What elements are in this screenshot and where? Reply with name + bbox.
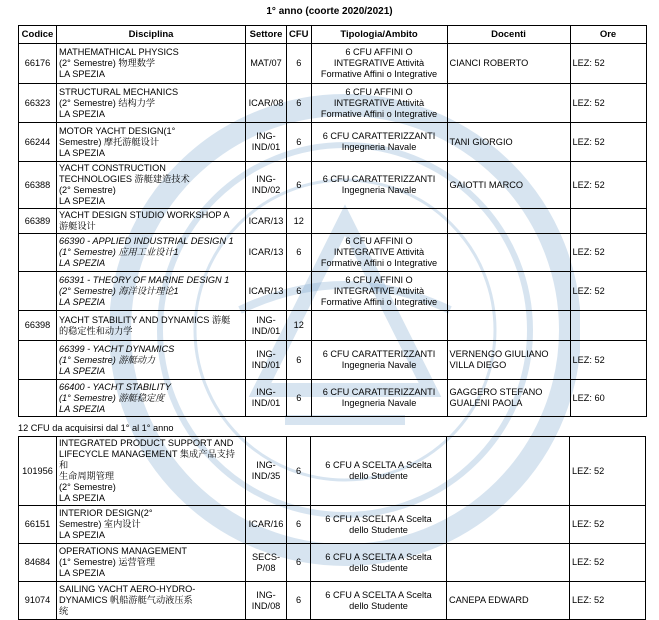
cell-tipologia-line: 6 CFU AFFINI O — [345, 47, 413, 57]
table-row — [19, 437, 646, 506]
cell-tipologia — [311, 234, 447, 272]
cell-disciplina — [57, 582, 246, 620]
cell-cfu: 6 — [287, 582, 311, 620]
cell-disciplina-line: YACHT DESIGN STUDIO WORKSHOP A — [59, 210, 230, 220]
table-header — [19, 26, 647, 44]
page-title: 1° anno (coorte 2020/2021) — [266, 6, 393, 17]
cell-tipologia — [311, 84, 447, 123]
cell-settore: ICAR/16 — [246, 506, 287, 544]
cell-settore: ING-IND/01 — [246, 380, 287, 417]
cell-ore: LEZ: 52 — [570, 84, 646, 123]
cell-tipologia-line: Ingegneria Navale — [341, 398, 417, 408]
cell-ore: LEZ: 52 — [570, 162, 646, 209]
cell-cfu: 6 — [287, 380, 312, 417]
cell-disciplina-line: Semestre) 室内设计 — [59, 519, 141, 529]
cell-cfu: 6 — [287, 44, 312, 84]
cell-cfu: 6 — [287, 84, 312, 123]
cell-tipologia — [311, 123, 447, 162]
cell-tipologia-line: 6 CFU A SCELTA A Scelta — [325, 551, 432, 562]
cell-tipologia-line: INTEGRATIVE Attività — [333, 285, 425, 296]
cell-disciplina-line: TECHNOLOGIES 游艇建造技术 — [59, 174, 190, 184]
cell-disciplina-line: LA SPEZIA — [59, 530, 105, 540]
cell-cfu: 12 — [287, 209, 312, 234]
cell-codice: 66151 — [19, 506, 57, 544]
cell-disciplina — [57, 162, 246, 209]
cell-tipologia — [311, 162, 447, 209]
cell-tipologia-line: Formative Affini o Integrative — [320, 108, 438, 119]
elective-courses-table — [18, 436, 646, 620]
cell-ore: LEZ: 52 — [570, 123, 646, 162]
cell-disciplina-line: 66400 - YACHT STABILITY — [59, 381, 171, 392]
cell-tipologia-line: 6 CFU CARATTERIZZANTI — [322, 349, 436, 359]
table-row — [19, 84, 647, 123]
cell-disciplina-line: LA SPEZIA — [59, 108, 105, 119]
cell-docenti: VERNENGO GIULIANO VILLA DIEGO — [447, 341, 570, 380]
cell-tipologia-line: Formative Affini o Integrative — [320, 296, 438, 307]
cell-disciplina-line: 游艇设计 — [59, 221, 96, 231]
cell-tipologia-line: dello Studente — [349, 471, 408, 481]
cell-docenti — [447, 272, 570, 311]
cell-ore: LEZ: 52 — [570, 44, 646, 84]
cell-tipologia-line: dello Studente — [349, 524, 408, 535]
cell-disciplina-line: LA SPEZIA — [59, 196, 105, 206]
cell-disciplina-line: (2° Semestre) — [59, 482, 116, 492]
cell-docenti: CIANCI ROBERTO — [447, 44, 570, 84]
table-row — [19, 311, 647, 341]
cell-disciplina-line: LA SPEZIA — [59, 147, 105, 158]
cell-cfu: 6 — [287, 234, 312, 272]
cell-codice: 66389 — [19, 209, 57, 234]
cell-settore: ICAR/08 — [246, 84, 287, 123]
elective-note: 12 CFU da acquisirsi dal 1° al 1° anno — [18, 423, 174, 433]
table-row — [19, 44, 647, 84]
cell-settore: ING-IND/01 — [246, 341, 287, 380]
cell-cfu: 6 — [287, 272, 312, 311]
cell-codice: 91074 — [19, 582, 57, 620]
cell-codice: 66244 — [19, 123, 57, 162]
cell-disciplina-line: LA SPEZIA — [59, 296, 106, 307]
cell-tipologia — [311, 506, 447, 544]
cell-tipologia-line: Ingegneria Navale — [341, 142, 417, 152]
cell-disciplina-line: INTEGRATED PRODUCT SUPPORT AND — [59, 438, 234, 448]
cell-docenti — [447, 311, 570, 341]
cell-disciplina — [57, 209, 246, 234]
cell-disciplina-line: MOTOR YACHT DESIGN(1° — [59, 125, 176, 136]
cell-tipologia-line: Formative Affini o Integrative — [320, 69, 438, 79]
table-row — [19, 209, 647, 234]
cell-disciplina-line: SAILING YACHT AERO-HYDRO- — [59, 584, 196, 594]
cell-disciplina-line: LIFECYCLE MANAGEMENT 集成产品支持和 — [59, 449, 235, 470]
cell-tipologia-line: 6 CFU CARATTERIZZANTI — [322, 387, 436, 397]
cell-tipologia — [311, 44, 447, 84]
cell-docenti — [447, 84, 570, 123]
cell-ore: LEZ: 52 — [570, 341, 646, 380]
cell-settore: SECS-P/08 — [246, 544, 287, 582]
cell-codice: 84684 — [19, 544, 57, 582]
table-row — [19, 272, 647, 311]
cell-disciplina-line: 66391 - THEORY OF MARINE DESIGN 1 — [59, 274, 230, 285]
cell-settore: MAT/07 — [246, 44, 287, 84]
cell-disciplina — [57, 341, 246, 380]
cell-docenti — [447, 437, 570, 506]
cell-tipologia-line: 6 CFU A SCELTA A Scelta — [325, 513, 432, 524]
table-row — [19, 506, 646, 544]
cell-disciplina-line: STRUCTURAL MECHANICS — [59, 86, 179, 97]
cell-disciplina-line: 66390 - APPLIED INDUSTRIAL DESIGN 1 — [59, 236, 234, 246]
cell-disciplina-line: MATHEMATHICAL PHYSICS — [59, 47, 179, 57]
header-docenti: Docenti — [447, 26, 570, 44]
cell-disciplina-line: 66399 - YACHT DYNAMICS — [59, 343, 175, 354]
cell-tipologia-line: Ingegneria Navale — [341, 185, 417, 195]
cell-settore: ICAR/13 — [246, 234, 287, 272]
cell-ore: LEZ: 52 — [570, 582, 646, 620]
cell-settore: ING-IND/08 — [246, 582, 287, 620]
cell-codice: 66398 — [19, 311, 57, 341]
cell-docenti: GAIOTTI MARCO — [447, 162, 570, 209]
cell-cfu: 6 — [287, 123, 312, 162]
cell-settore: ING-IND/01 — [246, 123, 287, 162]
cell-tipologia-line: 6 CFU CARATTERIZZANTI — [322, 131, 436, 141]
cell-disciplina — [57, 234, 246, 272]
cell-disciplina-line: Semestre) 摩托游艇设计 — [59, 136, 160, 147]
cell-tipologia-line: 6 CFU A SCELTA A Scelta — [325, 589, 432, 600]
cell-tipologia-line: 6 CFU AFFINI O — [345, 274, 413, 285]
cell-cfu: 6 — [287, 544, 311, 582]
cell-disciplina-line: (1° Semestre) 运营管理 — [59, 557, 156, 567]
cell-disciplina — [57, 123, 246, 162]
cell-disciplina — [57, 44, 246, 84]
cell-disciplina-line: YACHT CONSTRUCTION — [59, 163, 166, 173]
cell-docenti: GAGGERO STEFANO GUALENI PAOLA — [447, 380, 570, 417]
cell-disciplina-line: (2° Semestre) — [59, 185, 116, 195]
cell-disciplina — [57, 84, 246, 123]
cell-tipologia — [311, 272, 447, 311]
cell-disciplina-line: (1° Semestre) 应用工业设计1 — [59, 247, 179, 257]
cell-cfu: 12 — [287, 311, 312, 341]
cell-docenti: TANI GIORGIO — [447, 123, 570, 162]
cell-docenti — [447, 544, 570, 582]
cell-tipologia-line: dello Studente — [349, 562, 408, 573]
cell-disciplina — [57, 272, 246, 311]
header-tipologia: Tipologia/Ambito — [311, 26, 447, 44]
cell-cfu: 6 — [287, 162, 312, 209]
cell-disciplina-line: (1° Semestre) 游艇稳定度 — [59, 392, 165, 403]
table-row — [19, 582, 646, 620]
cell-codice: 66388 — [19, 162, 57, 209]
cell-cfu: 6 — [287, 437, 311, 506]
cell-codice: 101956 — [19, 437, 57, 506]
cell-disciplina-line: INTERIOR DESIGN(2° — [59, 508, 153, 518]
cell-docenti: CANEPA EDWARD — [447, 582, 570, 620]
cell-tipologia — [311, 311, 447, 341]
cell-tipologia-line: 6 CFU AFFINI O — [345, 86, 413, 97]
cell-codice — [19, 341, 57, 380]
cell-disciplina-line: (2° Semestre) 物理数学 — [59, 58, 156, 68]
courses-table — [18, 25, 647, 417]
cell-codice — [19, 234, 57, 272]
cell-tipologia — [311, 341, 447, 380]
cell-ore: LEZ: 52 — [570, 506, 646, 544]
cell-tipologia-line: INTEGRATIVE Attività — [333, 247, 425, 257]
cell-settore: ING-IND/35 — [246, 437, 287, 506]
cell-codice — [19, 380, 57, 417]
cell-tipologia — [311, 582, 447, 620]
cell-disciplina-line: LA SPEZIA — [59, 258, 106, 268]
cell-tipologia-line: 6 CFU AFFINI O — [345, 236, 413, 246]
cell-tipologia-line: INTEGRATIVE Attività — [333, 97, 425, 108]
cell-settore: ING-IND/02 — [246, 162, 287, 209]
cell-cfu: 6 — [287, 506, 311, 544]
cell-disciplina-line: 生命周期管理 — [59, 471, 115, 481]
cell-docenti — [447, 209, 570, 234]
header-cfu: CFU — [287, 26, 312, 44]
cell-tipologia — [311, 380, 447, 417]
cell-tipologia-line: INTEGRATIVE Attività — [333, 58, 425, 68]
cell-settore: ICAR/13 — [246, 272, 287, 311]
cell-ore: LEZ: 52 — [570, 437, 646, 506]
cell-ore: LEZ: 60 — [570, 380, 646, 417]
table-row — [19, 234, 647, 272]
cell-disciplina-line: LA SPEZIA — [59, 69, 105, 79]
cell-docenti — [447, 234, 570, 272]
cell-disciplina — [57, 311, 246, 341]
header-codice: Codice — [19, 26, 57, 44]
cell-disciplina-line: LA SPEZIA — [59, 403, 106, 414]
cell-disciplina-line: (1° Semestre) 游艇动力 — [59, 354, 156, 365]
cell-codice: 66176 — [19, 44, 57, 84]
cell-disciplina-line: (2° Semestre) 结构力学 — [59, 97, 156, 108]
cell-docenti — [447, 506, 570, 544]
table-row — [19, 162, 647, 209]
cell-disciplina-line: 统 — [59, 606, 69, 616]
cell-settore: ING-IND/01 — [246, 311, 287, 341]
cell-settore: ICAR/13 — [246, 209, 287, 234]
cell-tipologia-line: Formative Affini o Integrative — [320, 258, 438, 268]
cell-tipologia-line: 6 CFU A SCELTA A Scelta — [325, 460, 432, 470]
cell-disciplina-line: LA SPEZIA — [59, 568, 105, 578]
cell-tipologia-line: 6 CFU CARATTERIZZANTI — [322, 174, 436, 184]
table-row — [19, 544, 646, 582]
cell-disciplina — [57, 437, 246, 506]
header-disciplina: Disciplina — [57, 26, 246, 44]
table-row — [19, 380, 647, 417]
cell-disciplina-line: LA SPEZIA — [59, 365, 106, 376]
cell-ore: LEZ: 52 — [570, 544, 646, 582]
cell-disciplina — [57, 544, 246, 582]
table-row — [19, 341, 647, 380]
cell-ore: LEZ: 52 — [570, 272, 646, 311]
cell-tipologia-line: dello Studente — [349, 600, 408, 611]
cell-ore — [570, 209, 646, 234]
cell-disciplina — [57, 506, 246, 544]
cell-disciplina-line: 的稳定性和动力学 — [59, 325, 133, 336]
cell-disciplina-line: DYNAMICS 帆船游艇气动液压系 — [59, 595, 193, 605]
cell-disciplina-line: YACHT STABILITY AND DYNAMICS 游艇 — [59, 314, 231, 325]
cell-ore: LEZ: 52 — [570, 234, 646, 272]
cell-codice — [19, 272, 57, 311]
cell-codice: 66323 — [19, 84, 57, 123]
cell-disciplina-line: LA SPEZIA — [59, 493, 105, 503]
cell-disciplina-line: OPERATIONS MANAGEMENT — [59, 546, 187, 556]
cell-disciplina — [57, 380, 246, 417]
cell-cfu: 6 — [287, 341, 312, 380]
cell-disciplina-line: (2° Semestre) 海洋设计理论1 — [59, 285, 179, 296]
cell-tipologia-line: Ingegneria Navale — [341, 360, 417, 370]
cell-ore — [570, 311, 646, 341]
cell-tipologia — [311, 437, 447, 506]
cell-tipologia — [311, 544, 447, 582]
header-ore: Ore — [570, 26, 646, 44]
header-settore: Settore — [246, 26, 287, 44]
cell-tipologia — [311, 209, 447, 234]
table-row — [19, 123, 647, 162]
